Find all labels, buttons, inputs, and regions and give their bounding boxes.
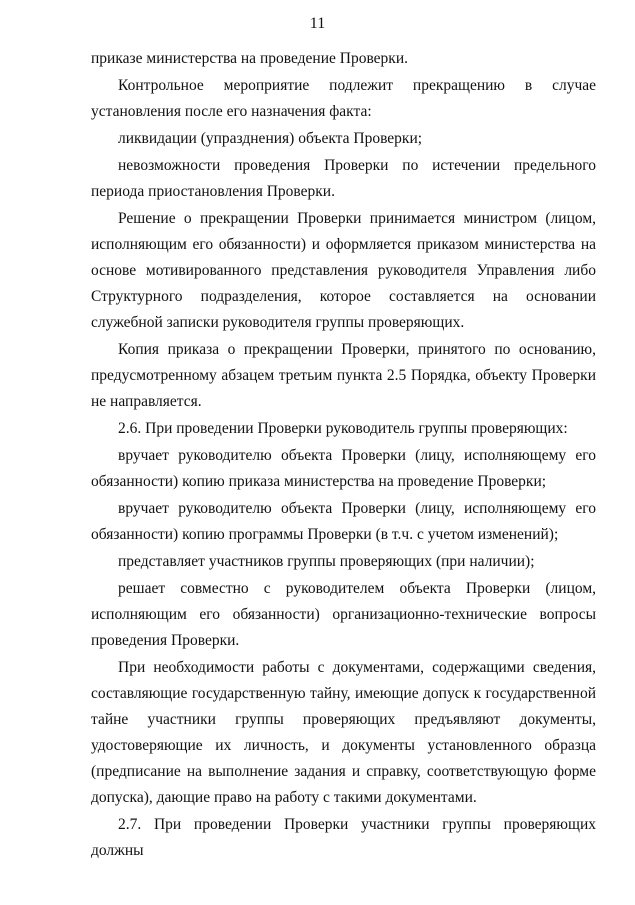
paragraph: представляет участников группы проверяющих (при наличии); <box>118 553 535 570</box>
paragraph: Копия приказа о прекращении Проверки, принятого по основанию, предусмотренному абзацем третьим пункта 2.5 Порядка, объекту Проверки не направляется. <box>91 341 596 410</box>
paragraph: приказе министерства на проведение Проверки. <box>91 50 409 67</box>
paragraph: 2.6. При проведении Проверки руководитель группы проверяющих: <box>118 420 568 437</box>
paragraph: невозможности проведения Проверки по истечении предельного периода приостановления Проверки. <box>91 157 596 200</box>
paragraph: вручает руководителю объекта Проверки (лицу, исполняющему его обязанности) копию программы Проверки (в т.ч. с учетом изменений); <box>91 500 596 543</box>
page-number: 11 <box>309 15 326 32</box>
paragraph: Контрольное мероприятие подлежит прекращению в случае установления после его назначения факта: <box>91 77 596 120</box>
paragraph: вручает руководителю объекта Проверки (лицу, исполняющему его обязанности) копию приказа министерства на проведение Проверки; <box>91 447 596 490</box>
paragraph: ликвидации (упразднения) объекта Проверки; <box>118 130 423 147</box>
paragraph: Решение о прекращении Проверки принимается министром (лицом, исполняющим его обязанности) и оформляется приказом министерства на основе мотивированного представления руководителя Управления либо Структурного подразделения, которое составляется на основании служебной записки руководителя группы проверяющих. <box>91 210 596 331</box>
paragraph: 2.7. При проведении Проверки участники группы проверяющих должны <box>91 816 596 859</box>
document-body <box>91 46 596 864</box>
paragraph: решает совместно с руководителем объекта Проверки (лицом, исполняющим его обязанности) организационно-технические вопросы проведения Проверки. <box>91 580 596 649</box>
paragraph: При необходимости работы с документами, содержащими сведения, составляющие государственную тайну, имеющие допуск к государственной тайне участники группы проверяющих предъявляют документы, удостоверяющие их личность, и документы установленного образца (предписание на выполнение задания и справку, соответствующую форме допуска), дающие право на работу с такими документами. <box>91 659 596 806</box>
